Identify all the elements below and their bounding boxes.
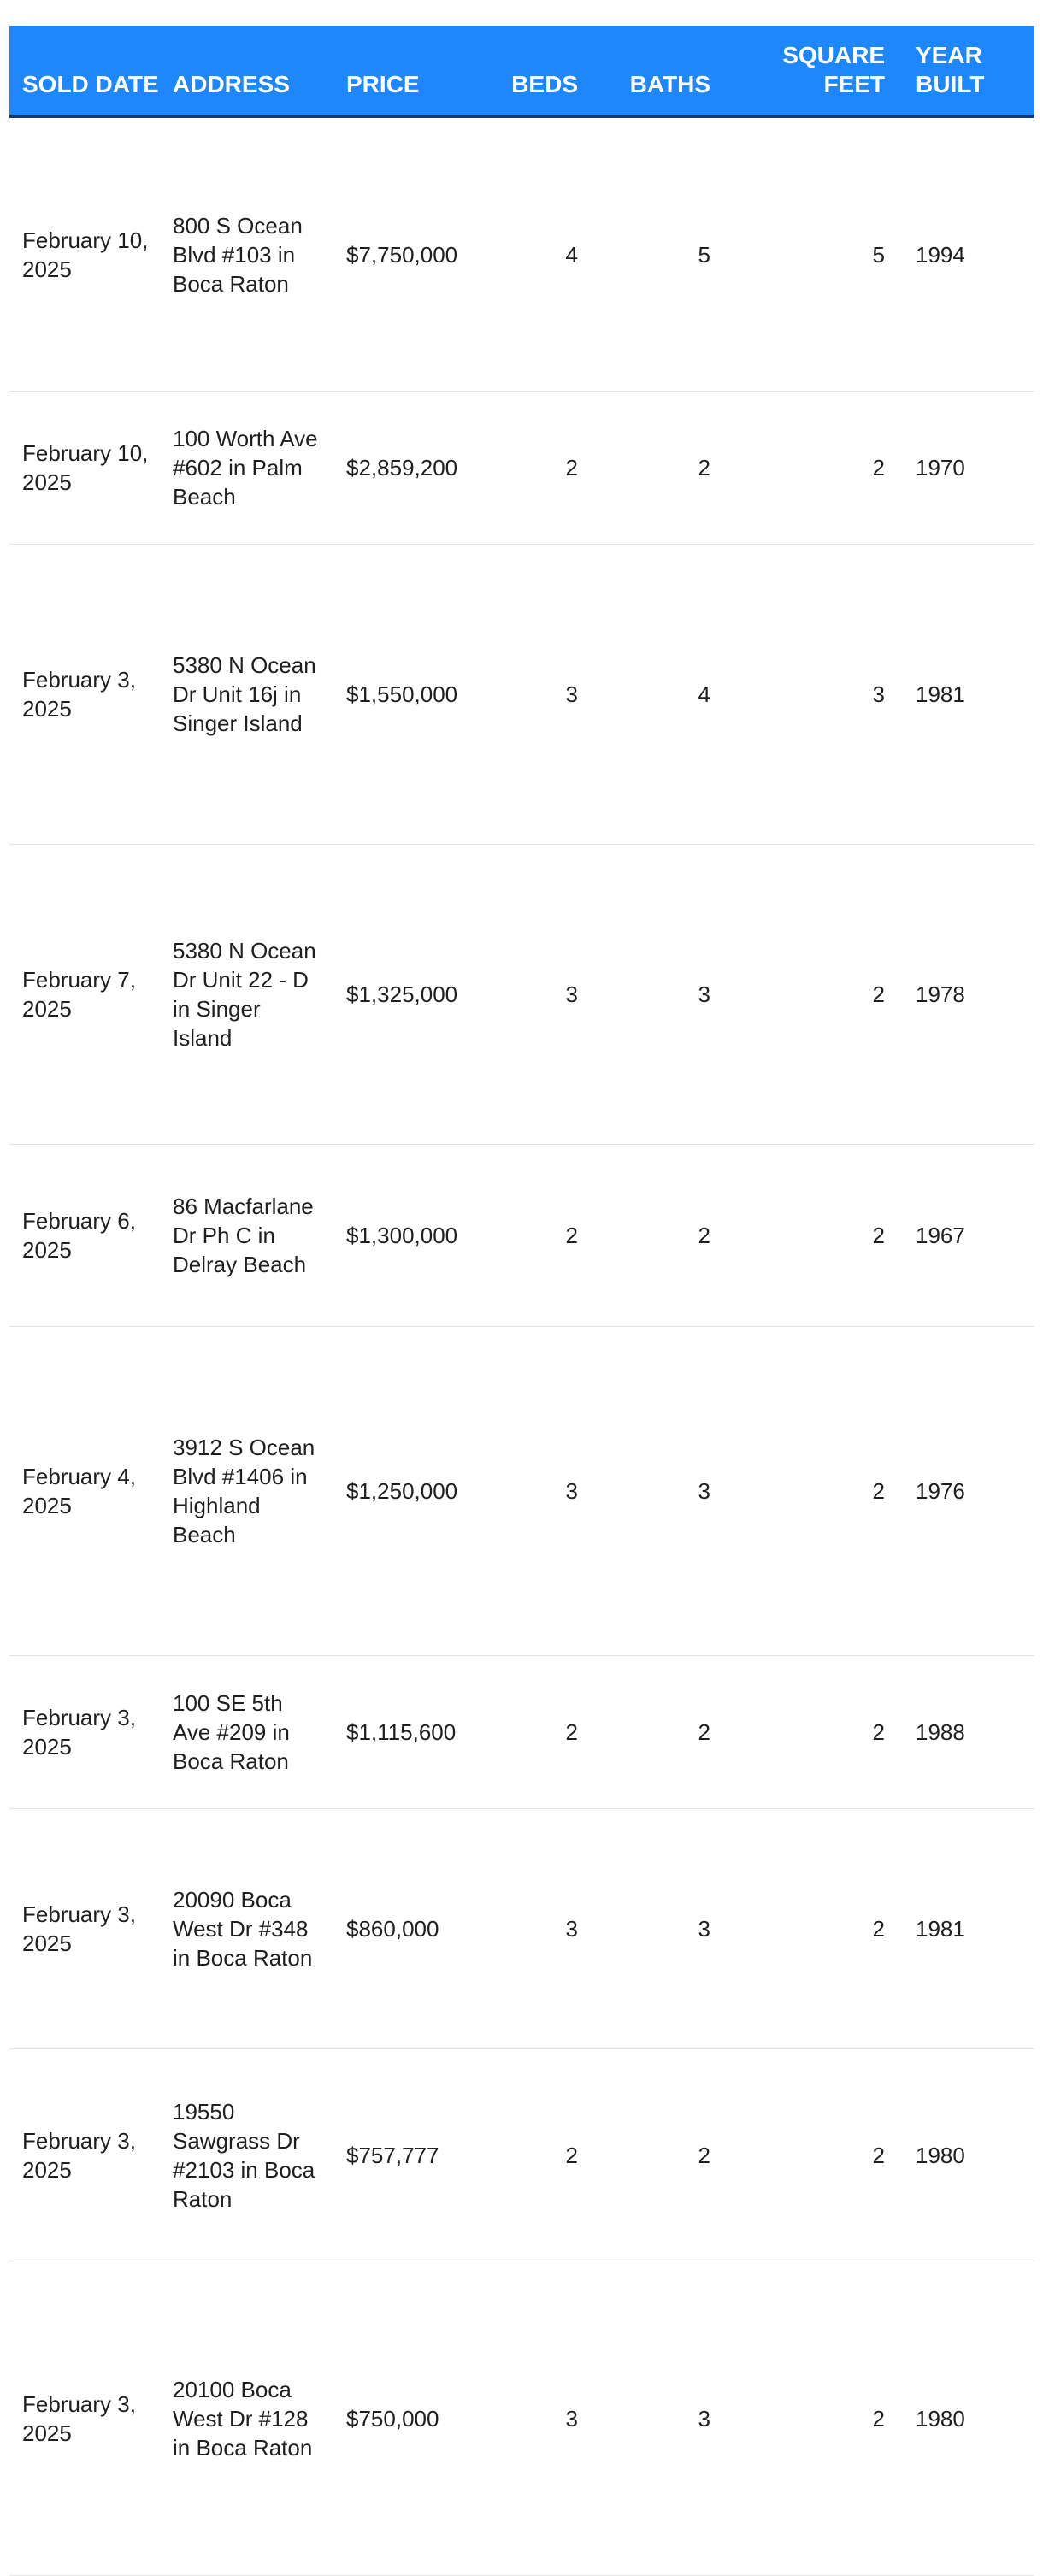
cell-beds: 2	[565, 2142, 578, 2168]
cell-beds: 2	[565, 455, 578, 480]
table-row[interactable]	[9, 845, 1034, 1145]
cell-baths: 2	[698, 455, 710, 480]
cell-beds: 4	[565, 241, 578, 268]
cell-square-feet: 3	[872, 681, 885, 707]
cell-square-feet: 2	[872, 1223, 885, 1248]
cell-beds: 3	[565, 1916, 578, 1942]
table-row[interactable]	[9, 1327, 1034, 1656]
cell-address: 5380 N Ocean Dr Unit 16j in Singer Island	[173, 652, 316, 736]
cell-beds: 3	[565, 2405, 578, 2432]
cell-beds: 2	[565, 1223, 578, 1248]
cell-square-feet: 2	[872, 2142, 885, 2168]
header-price[interactable]: PRICE	[346, 71, 420, 97]
cell-beds: 3	[565, 981, 578, 1007]
cell-address: 100 Worth Ave #602 in Palm Beach	[173, 426, 318, 510]
table-row[interactable]	[9, 1656, 1034, 1809]
cell-address: 86 Macfarlane Dr Ph C in Delray Beach	[173, 1194, 314, 1277]
cell-square-feet: 2	[872, 1478, 885, 1504]
header-address[interactable]: ADDRESS	[173, 71, 290, 97]
table-row[interactable]	[9, 2049, 1034, 2261]
table-header	[9, 26, 1034, 118]
cell-price: $860,000	[346, 1916, 439, 1942]
cell-baths: 2	[698, 1223, 710, 1248]
cell-price: $1,300,000	[346, 1223, 458, 1248]
cell-beds: 2	[565, 1719, 578, 1745]
cell-address: 20100 Boca West Dr #128 in Boca Raton	[173, 2376, 313, 2461]
cell-square-feet: 2	[872, 1916, 885, 1942]
cell-address: 800 S Ocean Blvd #103 in Boca Raton	[173, 212, 303, 297]
table-row[interactable]	[9, 1809, 1034, 2049]
cell-year-built: 1994	[916, 241, 965, 268]
cell-sold-date: February 10, 2025	[22, 227, 149, 282]
table-row[interactable]	[9, 392, 1034, 545]
cell-baths: 4	[698, 681, 710, 707]
cell-year-built: 1981	[916, 681, 965, 707]
cell-baths: 3	[698, 1916, 710, 1942]
cell-price: $1,115,600	[346, 1719, 457, 1745]
cell-year-built: 1976	[916, 1478, 965, 1504]
cell-baths: 3	[698, 981, 710, 1007]
cell-square-feet: 5	[872, 241, 885, 268]
cell-year-built: 1978	[916, 981, 965, 1007]
header-square-feet[interactable]: SQUARE FEET	[782, 42, 885, 97]
table-row[interactable]	[9, 545, 1034, 845]
header-baths[interactable]: BATHS	[629, 71, 710, 97]
cell-sold-date: February 3, 2025	[22, 1705, 136, 1760]
cell-beds: 3	[565, 681, 578, 707]
cell-baths: 2	[698, 2142, 710, 2168]
table-body	[9, 118, 1034, 2576]
cell-year-built: 1967	[916, 1223, 965, 1248]
cell-baths: 2	[698, 1719, 710, 1745]
cell-year-built: 1980	[916, 2142, 965, 2168]
cell-beds: 3	[565, 1478, 578, 1504]
table-row[interactable]	[9, 2261, 1034, 2576]
cell-baths: 3	[698, 2405, 710, 2432]
header-sold-date[interactable]: SOLD DATE	[22, 71, 159, 97]
cell-sold-date: February 4, 2025	[22, 1464, 136, 1518]
cell-year-built: 1988	[916, 1719, 965, 1745]
cell-address: 19550 Sawgrass Dr #2103 in Boca Raton	[173, 2098, 315, 2212]
cell-square-feet: 2	[872, 1719, 885, 1745]
cell-price: $1,250,000	[346, 1478, 458, 1504]
header-year-built[interactable]: YEAR BUILT	[916, 42, 985, 97]
cell-sold-date: February 3, 2025	[22, 2127, 136, 2183]
cell-baths: 3	[698, 1478, 710, 1504]
cell-sold-date: February 7, 2025	[22, 967, 136, 1022]
header-beds[interactable]: BEDS	[511, 71, 578, 97]
cell-address: 100 SE 5th Ave #209 in Boca Raton	[173, 1690, 290, 1774]
cell-square-feet: 2	[872, 455, 885, 480]
cell-price: $1,325,000	[346, 981, 458, 1007]
cell-price: $750,000	[346, 2405, 439, 2432]
cell-sold-date: February 3, 2025	[22, 1901, 136, 1956]
sold-listings-table	[9, 26, 1034, 2576]
cell-address: 3912 S Ocean Blvd #1406 in Highland Beach	[173, 1435, 315, 1547]
cell-square-feet: 2	[872, 981, 885, 1007]
cell-price: $1,550,000	[346, 681, 458, 707]
table-row[interactable]	[9, 1145, 1034, 1327]
cell-price: $7,750,000	[346, 241, 458, 268]
cell-price: $757,777	[346, 2142, 439, 2168]
cell-year-built: 1970	[916, 455, 965, 480]
cell-sold-date: February 10, 2025	[22, 440, 149, 495]
cell-year-built: 1981	[916, 1916, 965, 1942]
cell-sold-date: February 6, 2025	[22, 1208, 136, 1263]
cell-price: $2,859,200	[346, 455, 458, 480]
cell-address: 5380 N Ocean Dr Unit 22 - D in Singer Island	[173, 938, 316, 1051]
cell-baths: 5	[698, 241, 710, 268]
cell-sold-date: February 3, 2025	[22, 2390, 136, 2446]
cell-year-built: 1980	[916, 2405, 965, 2432]
table-row[interactable]	[9, 118, 1034, 392]
cell-square-feet: 2	[872, 2405, 885, 2432]
cell-address: 20090 Boca West Dr #348 in Boca Raton	[173, 1887, 313, 1971]
cell-sold-date: February 3, 2025	[22, 667, 136, 722]
